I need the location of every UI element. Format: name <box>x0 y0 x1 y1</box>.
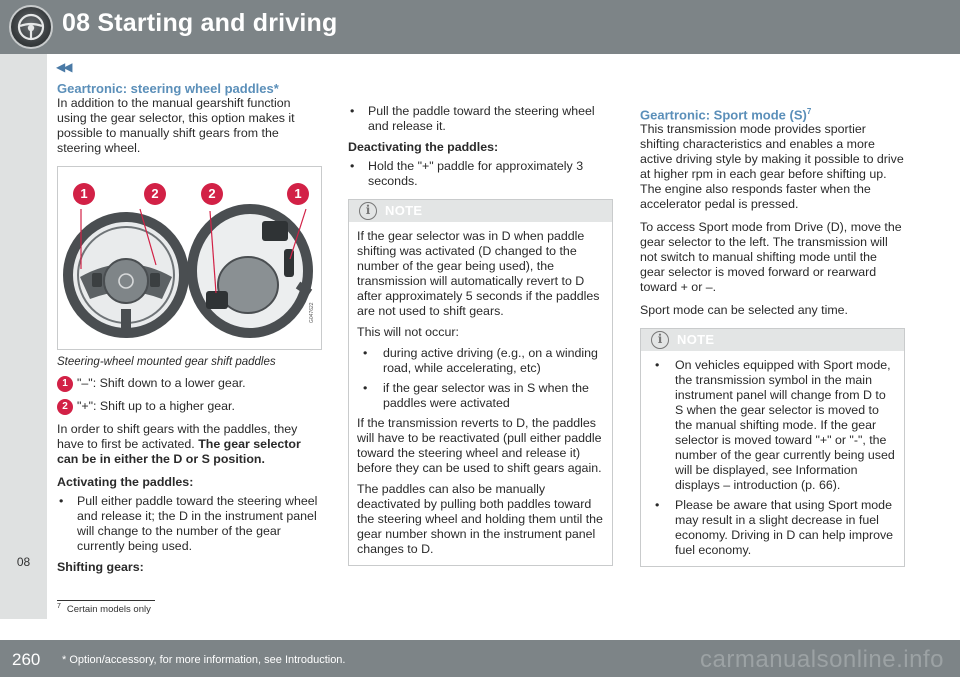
info-icon-sport: i <box>651 331 669 349</box>
page-number: 260 <box>12 650 41 669</box>
column-2 <box>348 104 613 566</box>
sport-paragraph-2: To access Sport mode from Drive (D), move the gear selector to the left. The transmission will not switch to manual shifting mode until the gear selector is moved forward or rearward toward + or –. <box>640 220 902 295</box>
legend-text-1: "–": Shift down to a lower gear. <box>77 376 246 390</box>
figure-badge-2-left: 2 <box>144 183 166 205</box>
activating-bullet: • Pull either paddle toward the steering wheel and release it; the D in the instrument panel will change to the number of the gear currently being used. <box>57 494 322 554</box>
footnote-text: Certain models only <box>66 604 151 616</box>
info-icon: i <box>359 202 377 220</box>
legend-item-2 <box>57 399 322 414</box>
note-paragraph-1: If the gear selector was in D when paddle shifting was activated (D changed to the number of the gear being used), the transmission will automatically revert to D after approximately 5 seconds if the paddles are not used to shift gears. <box>357 229 600 318</box>
sport-note-bullet-1: • On vehicles equipped with Sport mode, the transmission symbol in the main instrument panel will change from D to S when the gear selector is moved to the manual shifting mode. If the gear selector is moved toward "+" or "-", the number of the gear currently being used will be displayed, see Information displays – introduction (p. 66). <box>649 358 896 493</box>
sidebar-chapter-number: 08 <box>16 555 31 569</box>
activation-bold-text: The gear selector can be in either the D or S position. <box>57 437 301 466</box>
section-title-paddles: Geartronic: steering wheel paddles* <box>57 81 279 96</box>
activation-paragraph <box>57 422 322 467</box>
shifting-heading: Shifting gears: <box>57 560 144 574</box>
page-footer <box>0 640 960 677</box>
section-title-sport-mode <box>640 104 905 122</box>
sport-note-bullet-2: • Please be aware that using Sport mode may result in a slight decrease in fuel economy. Driving in D can help improve fuel economy. <box>649 498 896 558</box>
legend-text-2: "+": Shift up to a higher gear. <box>77 399 235 413</box>
legend-item-1 <box>57 376 322 391</box>
intro-paragraph: In addition to the manual gearshift function using the gear selector, this option makes it possible to manually shift gears from the steering wheel. <box>57 96 295 155</box>
footer-note: * Option/accessory, for more information, see Introduction. <box>62 654 346 666</box>
sport-paragraph-3: Sport mode can be selected any time. <box>640 303 849 318</box>
note-body <box>349 222 612 565</box>
note-box-sport <box>640 328 905 567</box>
note-box-paddles <box>348 199 613 566</box>
legend-badge-1: 1 <box>57 376 73 392</box>
steering-wheel-logo-icon <box>9 5 53 49</box>
note-bullet-2: • if the gear selector was in S when the paddles were activated <box>357 381 604 411</box>
column-3 <box>640 104 905 567</box>
sport-mode-title-text: Geartronic: Sport mode (S) <box>640 107 807 123</box>
figure-badge-2-right: 2 <box>201 183 223 205</box>
sport-mode-footnote-ref: 7 <box>806 107 812 116</box>
note-paragraph-4: The paddles can also be manually deactivated by pulling both paddles toward the steering wheel and holding them until the gear number shown in the instrument panel changes to D. <box>357 482 603 556</box>
footnote <box>57 603 151 615</box>
note-label: NOTE <box>385 203 423 218</box>
note-body-sport <box>641 351 904 566</box>
figure-caption: Steering-wheel mounted gear shift paddles <box>57 356 276 368</box>
previous-page-link[interactable]: ◀◀ <box>56 60 71 74</box>
steering-wheel-figure <box>57 166 322 350</box>
legend-badge-2: 2 <box>57 399 73 415</box>
shift-bullet: • Pull the paddle toward the steering wheel and release it. <box>348 104 613 134</box>
chapter-sidebar <box>0 54 47 619</box>
column-1 <box>57 81 322 583</box>
note-bullet-1: • during active driving (e.g., on a winding road, while accelerating, etc) <box>357 346 604 376</box>
deactivating-heading: Deactivating the paddles: <box>348 140 499 154</box>
figure-badge-1-left: 1 <box>73 183 95 205</box>
note-header <box>349 200 612 222</box>
activation-text: In order to shift gears with the paddles, they have to first be activated. <box>57 422 298 451</box>
note-paragraph-3: If the transmission reverts to D, the paddles will have to be reactivated (pull either paddle toward the steering wheel and release it) before they can be used to shift gears again. <box>357 416 602 475</box>
note-header-sport <box>641 329 904 351</box>
chapter-title: 08 Starting and driving <box>62 9 338 37</box>
note-paragraph-2: This will not occur: <box>357 325 459 339</box>
page-header <box>0 0 960 54</box>
footnote-number: 7 <box>57 603 61 610</box>
figure-badge-1-right: 1 <box>287 183 309 205</box>
activating-heading: Activating the paddles: <box>57 475 194 489</box>
deactivating-bullet: • Hold the "+" paddle for approximately 3 seconds. <box>348 159 613 189</box>
sport-paragraph-1: This transmission mode provides sportier shifting characteristics and enables a more active driving style by making it possible to drive at higher rpm in each gear before shifting up. The engine also responds faster when the accelerator pedal is pressed. <box>640 122 904 212</box>
steering-wheel-illustration <box>58 167 322 350</box>
note-label-sport: NOTE <box>677 332 715 348</box>
figure-code: G047622 <box>309 302 315 323</box>
watermark: carmanualsonline.info <box>700 646 944 673</box>
footnote-divider <box>57 600 155 601</box>
